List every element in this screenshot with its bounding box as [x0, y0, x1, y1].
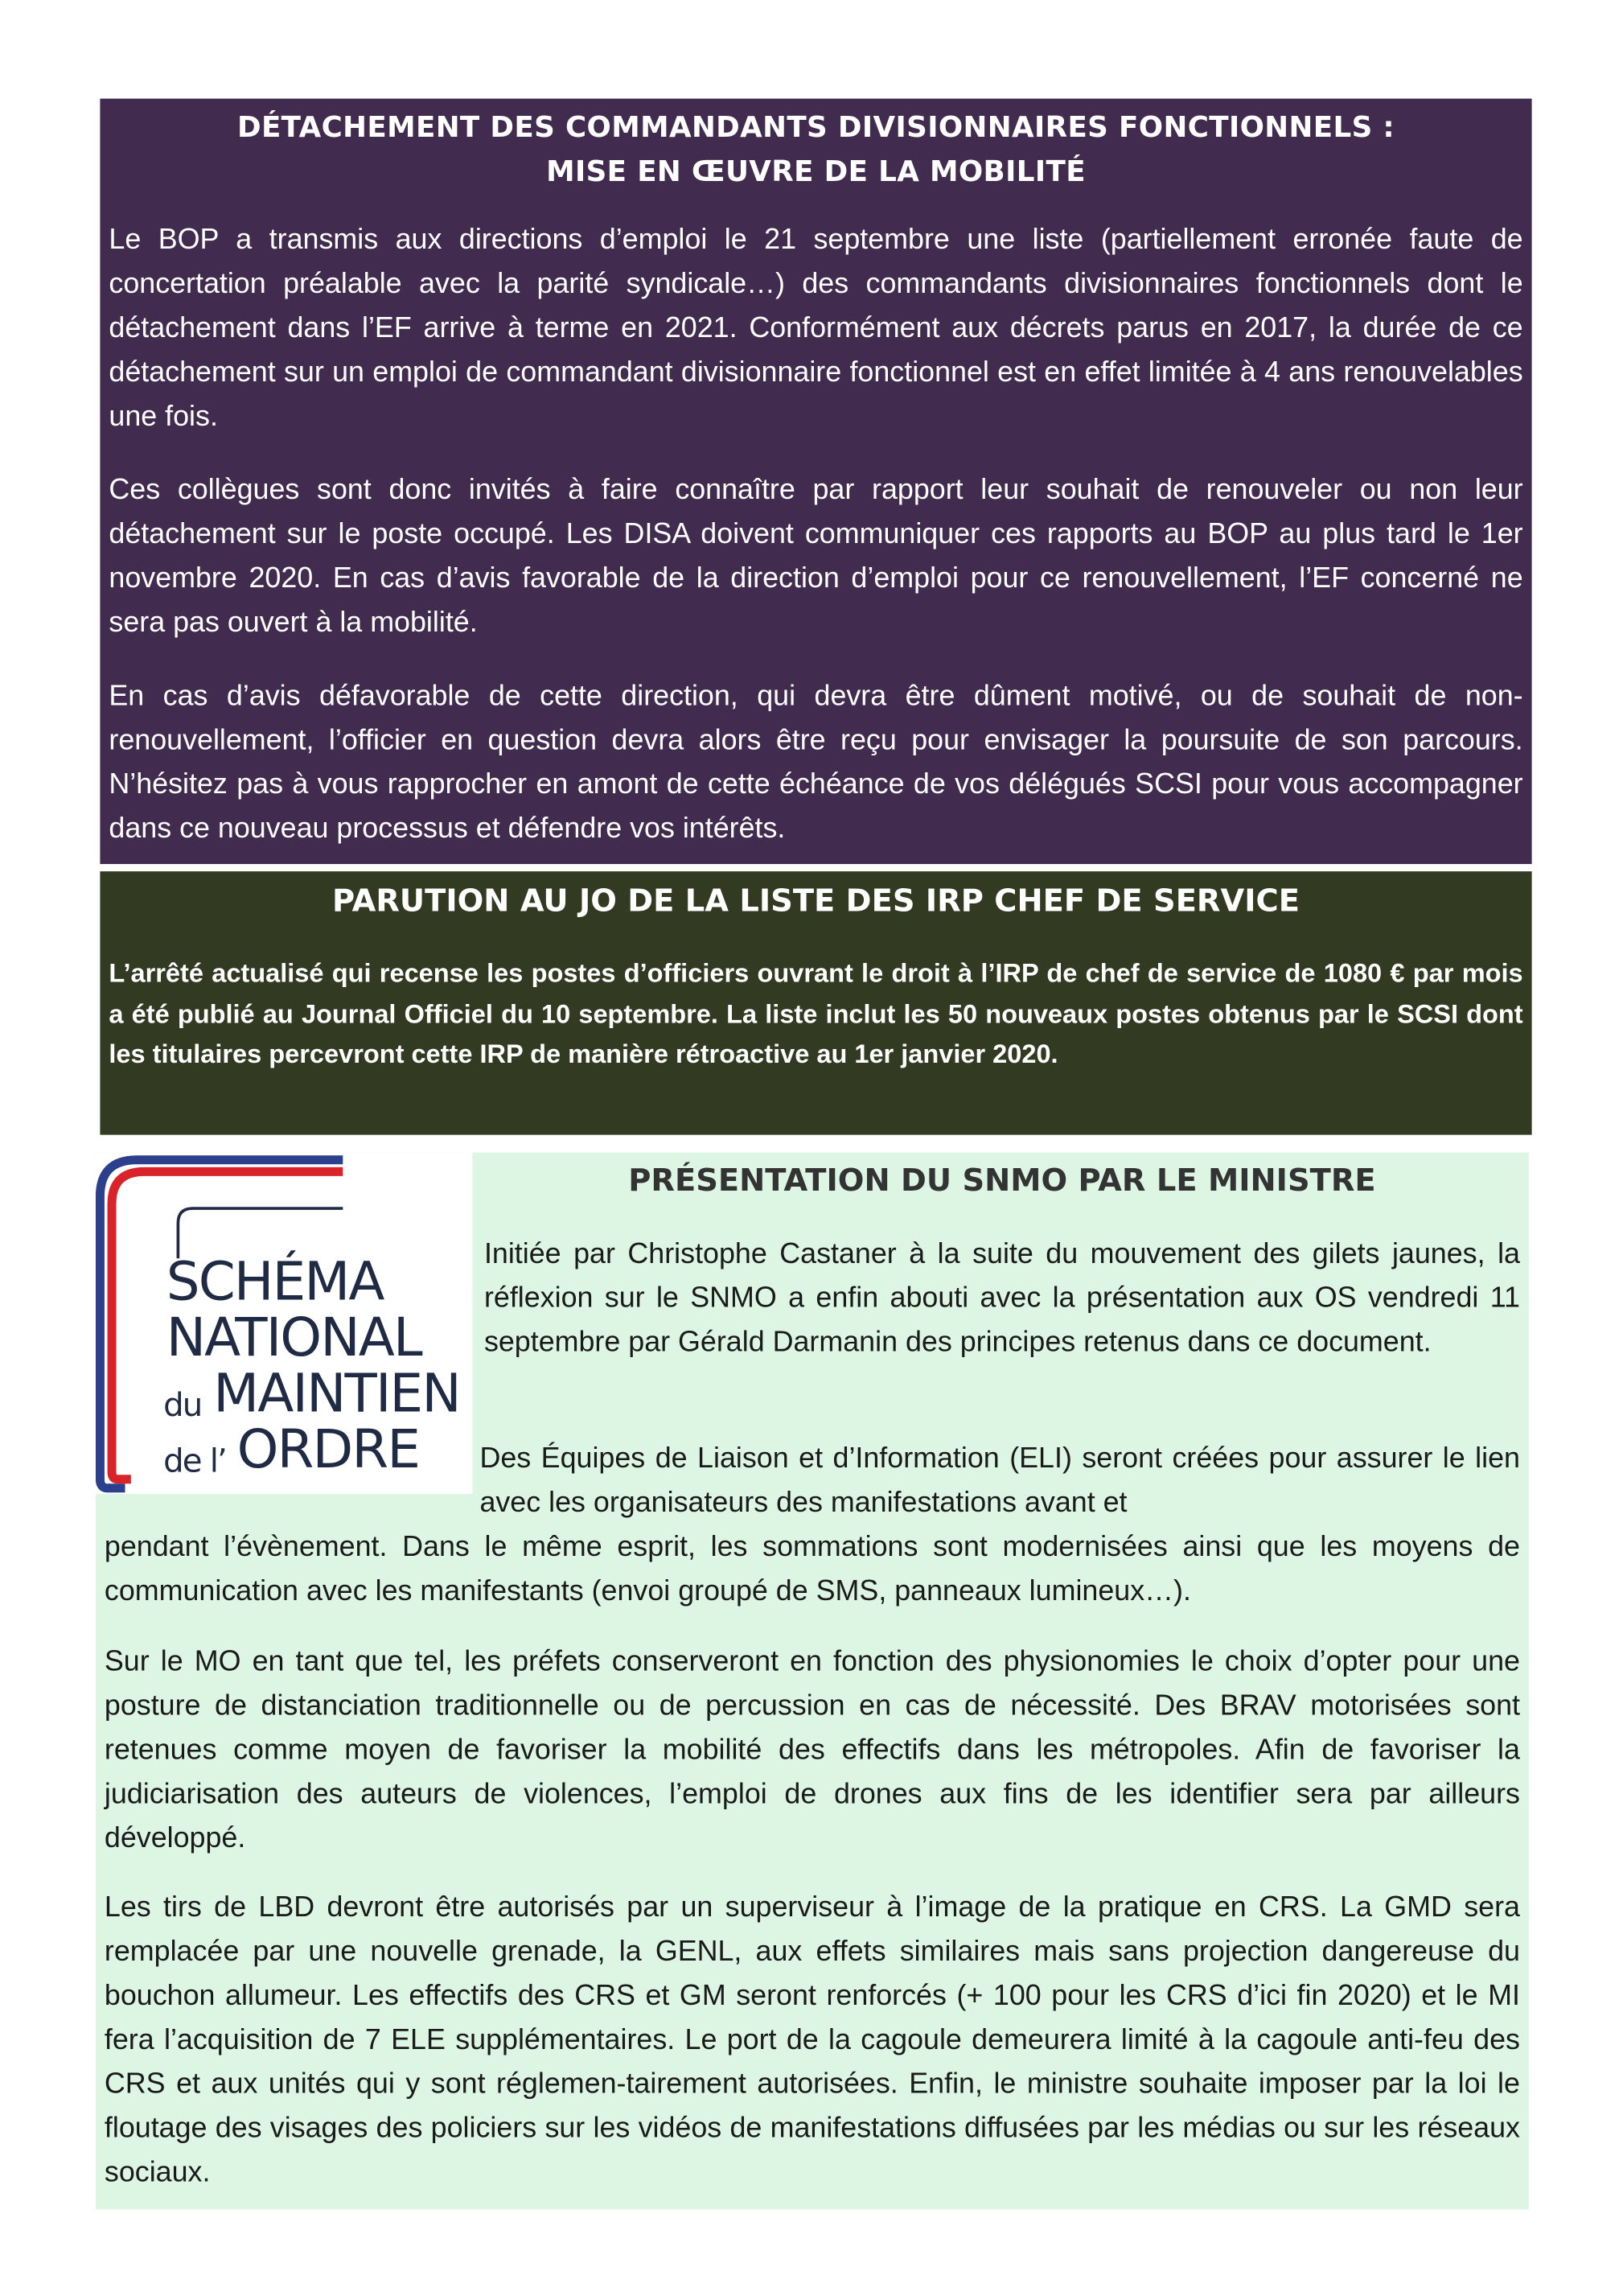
mobility-title-line2: MISE EN ŒUVRE DE LA MOBILITÉ	[546, 154, 1086, 189]
irp-paragraph: L’arrêté actualisé qui recense les postes d’officiers ouvrant le droit à l’IRP de chef de service de 1080 € par mois a été publié au Journal Officiel du 10 septembre. La liste inclut les 50 nouveaux postes obtenus par le SCSI dont les titulaires percevront cette IRP de manière rétroactive au 1er janvier 2020.	[109, 958, 1523, 1070]
irp-title: PARUTION AU JO DE LA LISTE DES IRP CHEF DE SERVICE	[331, 883, 1300, 919]
mobility-paragraph-3: En cas d’avis défavorable de cette direction, qui devra être dûment motivé, ou de souhait de non-renouvellement, l’officier en question devra alors être reçu pour envisager la poursuite de son parcours. N’hésitez pas à vous rapprocher en amont de cette échéance de vos délégués SCSI pour vous accompagner dans ce nouveau processus et défendre vos intérêts.	[109, 680, 1523, 846]
logo-line-maintien: MAINTIEN	[213, 1364, 460, 1426]
snmo-paragraph-2b: pendant l’évènement. Dans le même esprit, les sommations sont modernisées ainsi que les moyens de communication avec les manifestants (envoi groupé de SMS, panneaux lumineux…).	[104, 1530, 1520, 1607]
logo-line-schema: SCHÉMA	[166, 1252, 384, 1314]
irp-section	[100, 871, 1531, 1134]
snmo-paragraph-2a: Des Équipes de Liaison et d’Information (ELI) seront créées pour assurer le lien avec les organisateurs des manifestations avant et	[479, 1442, 1520, 1520]
snmo-paragraph-4: Les tirs de LBD devront être autorisés par un superviseur à l’image de la pratique en CRS. La GMD sera remplacée par une nouvelle grenade, la GENL, aux effets similaires mais sans projection dangereuse du bouchon allumeur. Les effectifs des CRS et GM seront renforcés (+ 100 pour les CRS d’ici fin 2020) et le MI fera l’acquisition de 7 ELE supplémentaires. Le port de la cagoule demeurera limité à la cagoule anti-feu des CRS et aux unités qui y sont réglemen-tairement autorisées. Enfin, le ministre souhaite imposer par la loi le floutage des visages des policiers sur les vidéos de manifestations diffusées par les médias ou sur les réseaux sociaux.	[104, 1891, 1520, 2189]
logo-line-national: NATIONAL	[166, 1308, 421, 1369]
logo-word-du: du	[163, 1388, 202, 1426]
mobility-title	[100, 106, 1531, 195]
snmo-title: PRÉSENTATION DU SNMO PAR LE MINISTRE	[628, 1162, 1376, 1199]
mobility-section	[100, 99, 1531, 864]
mobility-title-line1: DÉTACHEMENT DES COMMANDANTS DIVISIONNAIRES FONCTIONNELS :	[236, 110, 1395, 145]
snmo-logo	[96, 1153, 472, 1494]
logo-line-ordre: ORDRE	[236, 1420, 420, 1481]
logo-word-de-l: de l’	[163, 1443, 227, 1481]
mobility-paragraph-2: Ces collègues sont donc invités à faire connaître par rapport leur souhait de renouveler ou non leur détachement sur le poste occupé. Les DISA doivent communiquer ces rapports au BOP au plus tard le 1er novembre 2020. En cas d’avis favorable de la direction d’emploi pour ce renouvellement, l’EF concerné ne sera pas ouvert à la mobilité.	[109, 474, 1523, 640]
snmo-paragraph-1: Initiée par Christophe Castaner à la suite du mouvement des gilets jaunes, la réflexion sur le SNMO a enfin abouti avec la présentation aux OS vendredi 11 septembre par Gérald Darmanin des principes retenus dans ce document.	[483, 1237, 1520, 1359]
mobility-paragraph-1: Le BOP a transmis aux directions d’emploi le 21 septembre une liste (partiellement erronée faute de concertation préalable avec la parité syndicale…) des commandants divisionnaires fonctionnels dont le détachement dans l’EF arrive à terme en 2021. Conformément aux décrets parus en 2017, la durée de ce détachement sur un emploi de commandant divisionnaire fonctionnel est en effet limitée à 4 ans renouvelables une fois.	[109, 224, 1523, 433]
snmo-paragraph-3: Sur le MO en tant que tel, les préfets conserveront en fonction des physionomies le choix d’opter pour une posture de distanciation traditionnelle ou de percussion en cas de nécessité. Des BRAV motorisées sont retenues comme moyen de favoriser la mobilité des effectifs dans les métropoles. Afin de favoriser la judiciarisation des auteurs de violences, l’emploi de drones aux fins de les identifier sera par ailleurs développé.	[104, 1645, 1520, 1855]
